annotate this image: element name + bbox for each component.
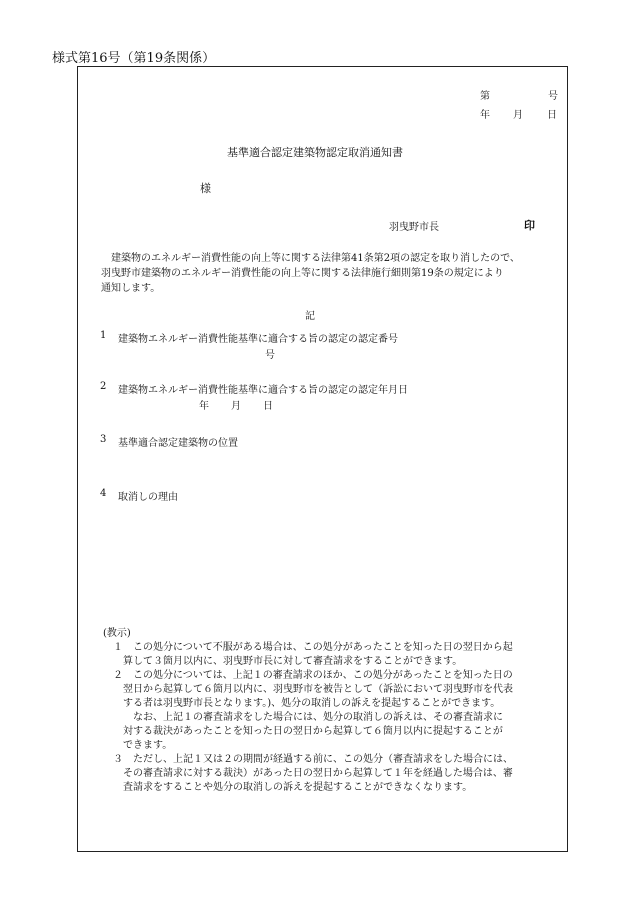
item-1-text: 建築物エネルギー消費性能基準に適合する旨の認定の認定番号 xyxy=(118,334,398,345)
instruction-line: する者は羽曳野市長となります。)、処分の取消しの訴えを提起することができます。 xyxy=(103,698,501,709)
instructions-heading: (教示) xyxy=(103,628,131,639)
item-1-number: 1 xyxy=(100,330,107,341)
number-suffix: 号 xyxy=(548,91,558,102)
item-2-month: 月 xyxy=(231,401,241,412)
item-2-day: 日 xyxy=(263,401,273,412)
issuer-name: 羽曳野市長 xyxy=(389,222,439,233)
instruction-line: １ この処分について不服がある場合は、この処分があったことを知った日の翌日から起 xyxy=(103,642,513,653)
instruction-line: できます。 xyxy=(103,740,173,751)
item-2-number: 2 xyxy=(100,381,107,392)
item-4-number: 4 xyxy=(100,488,107,499)
instruction-line: 算して３箇月以内に、羽曳野市長に対して審査請求をすることができます。 xyxy=(103,656,463,667)
instruction-line: その審査請求に対する裁決）があった日の翌日から起算して１年を経過した場合は、審 xyxy=(103,768,513,779)
form-number-label: 様式第16号（第19条関係） xyxy=(52,51,216,66)
instruction-line: 対する裁決があったことを知った日の翌日から起算して６箇月以内に提起することが xyxy=(103,726,503,737)
notice-body xyxy=(101,251,561,296)
document-title: 基準適合認定建築物認定取消通知書 xyxy=(227,146,403,159)
notice-body-line: 通知します。 xyxy=(101,283,161,294)
ki-heading: 記 xyxy=(305,311,315,322)
item-3-number: 3 xyxy=(100,434,107,445)
instruction-line: なお、上記１の審査請求をした場合には、処分の取消しの訴えは、その審査請求に xyxy=(103,712,503,723)
seal-mark: 印 xyxy=(524,219,535,232)
date-year-label: 年 xyxy=(480,110,490,121)
number-prefix: 第 xyxy=(480,91,490,102)
date-month-label: 月 xyxy=(513,110,523,121)
instruction-line: 査請求をすることや処分の取消しの訴えを提起することができなくなります。 xyxy=(103,782,473,793)
addressee-suffix: 様 xyxy=(200,182,211,195)
appeal-instructions xyxy=(103,627,563,795)
item-1-go: 号 xyxy=(265,350,275,361)
notice-body-line: 羽曳野市建築物のエネルギー消費性能の向上等に関する法律施行細則第19条の規定により xyxy=(101,268,504,279)
date-day-label: 日 xyxy=(547,110,557,121)
instruction-line: ３ ただし、上記１又は２の期間が経過する前に、この処分（審査請求をした場合には、 xyxy=(103,754,513,765)
item-2-text: 建築物エネルギー消費性能基準に適合する旨の認定の認定年月日 xyxy=(118,385,408,396)
notice-body-line: 建築物のエネルギー消費性能の向上等に関する法律第41条第2項の認定を取り消したので、 xyxy=(101,253,520,264)
item-3-text: 基準適合認定建築物の位置 xyxy=(118,438,238,449)
item-2-year: 年 xyxy=(199,401,209,412)
instruction-line: ２ この処分については、上記１の審査請求のほか、この処分があったことを知った日の xyxy=(103,670,513,681)
instruction-line: 翌日から起算して６箇月以内に、羽曳野市を被告として（訴訟において羽曳野市を代表 xyxy=(103,684,513,695)
item-4-text: 取消しの理由 xyxy=(118,492,178,503)
